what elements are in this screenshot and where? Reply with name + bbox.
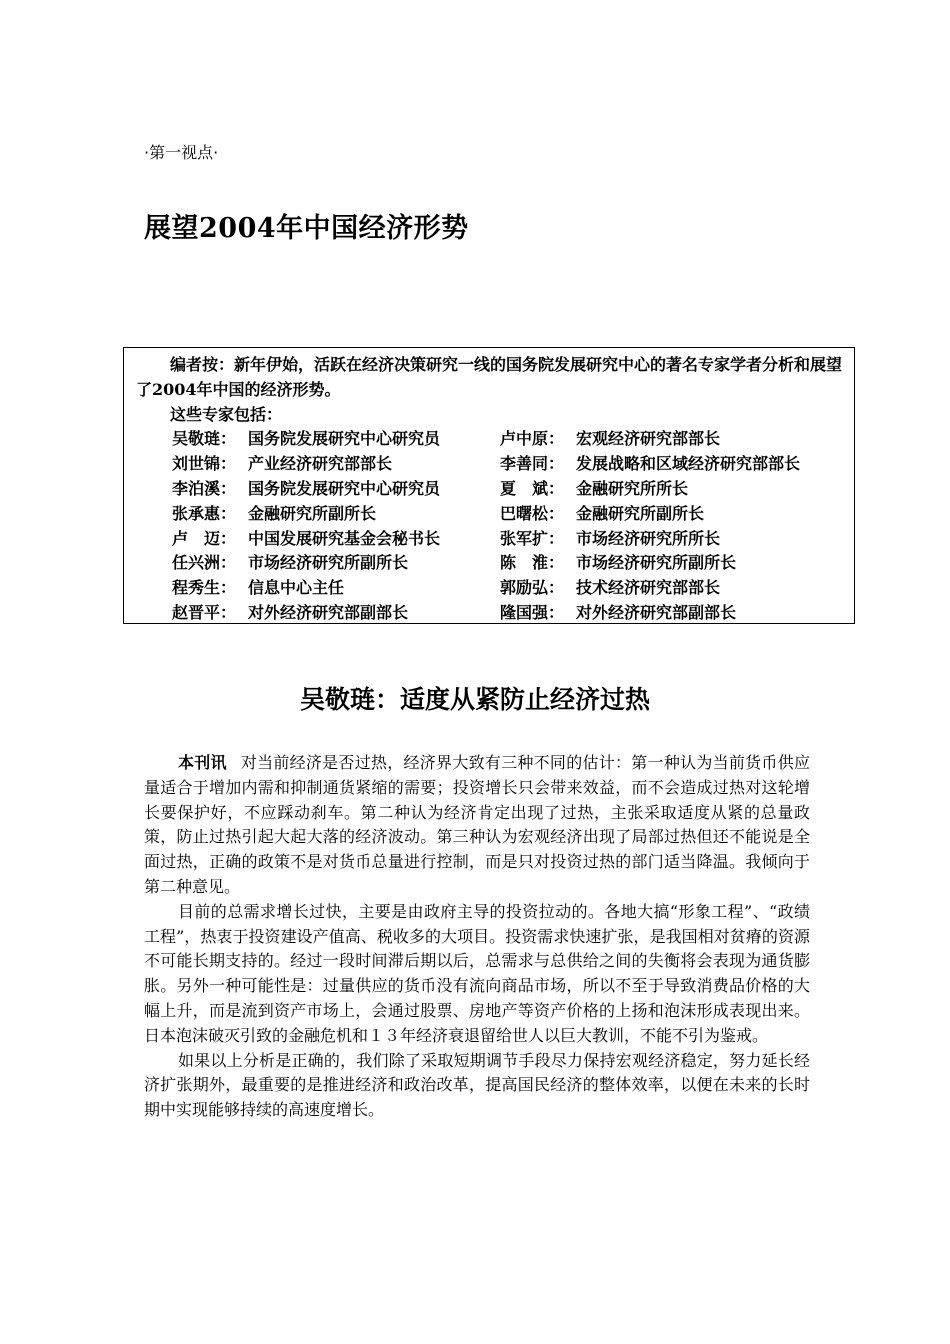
expert-name: 陈 淮： [500, 553, 565, 573]
expert-name: 巴曙松： [500, 503, 565, 523]
expert-name: 郭励弘： [500, 578, 565, 598]
expert-role: 金融研究所所长 [576, 478, 689, 498]
expert-role: 对外经济研究部副部长 [576, 602, 737, 622]
expert-row [136, 551, 844, 576]
expert-role: 技术经济研究部部长 [576, 578, 721, 598]
expert-name: 李善同： [500, 454, 565, 474]
expert-name: 卢 迈： [172, 528, 237, 548]
expert-row [136, 502, 844, 527]
expert-role: 市场经济研究所所长 [576, 528, 721, 548]
expert-name: 张军扩： [500, 528, 565, 548]
expert-name: 隆国强： [500, 602, 565, 622]
article-paragraph [144, 751, 810, 900]
lead-label: 本刊讯 [178, 753, 227, 772]
expert-row [136, 427, 844, 452]
expert-row [136, 601, 844, 626]
article-title: 吴敬琏：适度从紧防止经济过热 [299, 685, 650, 714]
expert-role: 信息中心主任 [248, 578, 345, 598]
expert-name: 卢中原： [500, 429, 565, 449]
expert-role: 金融研究所副所长 [248, 503, 377, 523]
expert-role: 发展战略和区域经济研究部部长 [576, 454, 801, 474]
expert-row [136, 477, 844, 502]
expert-name: 吴敬琏： [172, 429, 237, 449]
expert-role: 国务院发展研究中心研究员 [248, 429, 441, 449]
expert-role: 国务院发展研究中心研究员 [248, 478, 441, 498]
page-title: 展望2004年中国经济形势 [144, 213, 469, 244]
expert-name: 任兴洲： [172, 553, 237, 573]
editor-note-box [123, 347, 855, 624]
expert-name: 夏 斌： [500, 478, 565, 498]
expert-role: 金融研究所副所长 [576, 503, 705, 523]
expert-role: 宏观经济研究部部长 [576, 429, 721, 449]
section-tag: ·第一视点· [144, 143, 219, 162]
expert-role: 对外经济研究部副部长 [248, 602, 409, 622]
expert-role: 产业经济研究部部长 [248, 454, 393, 474]
expert-role: 中国发展研究基金会秘书长 [248, 528, 441, 548]
article-body [144, 751, 810, 1123]
expert-row [136, 576, 844, 601]
expert-name: 张承惠： [172, 503, 237, 523]
editor-note-intro: 编者按：新年伊始，活跃在经济决策研究一线的国务院发展研究中心的著名专家学者分析和展望了2004年中国的经济形势。 [136, 355, 843, 399]
expert-name: 刘世锦： [172, 454, 237, 474]
paragraph-text: 对当前经济是否过热，经济界大致有三种不同的估计：第一种认为当前货币供应量适合于增加内需和抑制通货紧缩的需要；投资增长只会带来效益，而不会造成过热对这轮增长要保护好，不应踩动刹车。第二种认为经济肯定出现了过热，主张采取适度从紧的总量政策，防止过热引起大起大落的经济波动。第三种认为宏观经济出现了局部过热但还不能说是全面过热，正确的政策不是对货币总量进行控制，而是只对投资过热的部门适当降温。我倾向于第二种意见。 [144, 753, 810, 896]
editor-note-list-intro: 这些专家包括： [170, 404, 283, 424]
expert-role: 市场经济研究所副所长 [248, 553, 409, 573]
article-paragraph: 目前的总需求增长过快，主要是由政府主导的投资拉动的。各地大搞“形象工程”、“政绩工程”，热衷于投资建设产值高、税收多的大项目。投资需求快速扩张，是我国相对贫瘠的资源不可能长期支持的。经过一段时间滞后期以后，总需求与总供给之间的失衡将会表现为通货膨胀。另外一种可能性是：过量供应的货币没有流向商品市场，所以不至于导致消费品价格的大幅上升，而是流到资产市场上，会通过股票、房地产等资产价格的上扬和泡沫形成表现出来。日本泡沫破灭引致的金融危机和１３年经济衰退留给世人以巨大教训，不能不引为鉴戒。 [144, 901, 810, 1045]
expert-list [136, 427, 844, 625]
expert-name: 李泊溪： [172, 478, 237, 498]
expert-name: 赵晋平： [172, 602, 237, 622]
expert-name: 程秀生： [172, 578, 237, 598]
expert-row [136, 527, 844, 552]
expert-row [136, 452, 844, 477]
expert-role: 市场经济研究所副所长 [576, 553, 737, 573]
article-paragraph: 如果以上分析是正确的，我们除了采取短期调节手段尽力保持宏观经济稳定，努力延长经济扩张期外，最重要的是推进经济和政治改革，提高国民经济的整体效率，以便在未来的长时期中实现能够持续的高速度增长。 [144, 1050, 810, 1120]
